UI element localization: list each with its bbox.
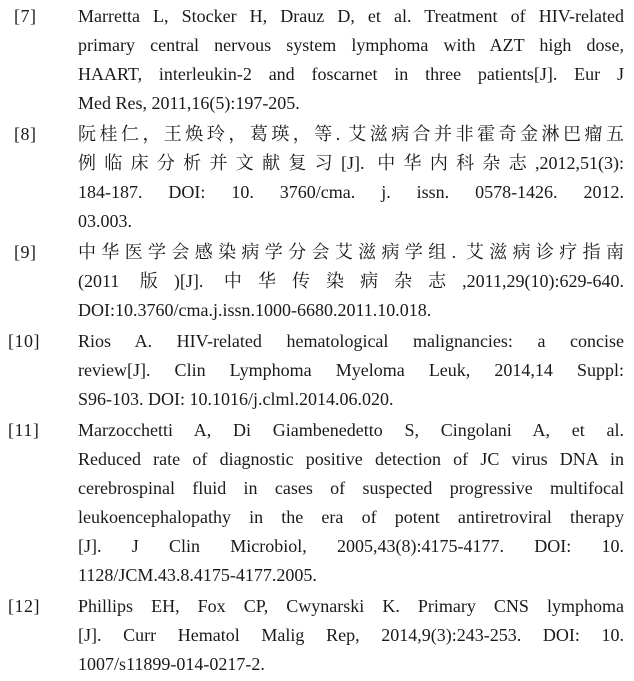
reference-line: Rios A. HIV-related hematological malignancies: a concise — [78, 331, 624, 351]
reference-number: [10] — [8, 331, 40, 351]
reference-number: [11] — [8, 420, 40, 440]
reference-line: Phillips EH, Fox CP, Cwynarski K. Primary CNS lymphoma — [78, 596, 624, 616]
reference-line: Marretta L, Stocker H, Drauz D, et al. Treatment of HIV-related — [78, 6, 624, 26]
reference-text — [78, 327, 624, 414]
reference-number: [8] — [14, 124, 37, 144]
reference-line: 1007/s11899-014-0217-2. — [78, 654, 265, 674]
reference-item-12 — [0, 592, 634, 679]
reference-line: (2011 版)[J]. 中华传染病杂志,2011,29(10):629-640. — [78, 271, 624, 291]
reference-line: 阮桂仁，王焕玲，葛瑛，等. 艾滋病合并非霍奇金淋巴瘤五 — [78, 124, 624, 144]
reference-text — [78, 120, 624, 236]
reference-text — [78, 238, 624, 325]
reference-line: HAART, interleukin-2 and foscarnet in three patients[J]. Eur J — [78, 64, 624, 84]
reference-line: 03.003. — [78, 211, 132, 231]
reference-item-10 — [0, 327, 634, 414]
reference-line: review[J]. Clin Lymphoma Myeloma Leuk, 2014,14 Suppl: — [78, 360, 624, 380]
reference-line: [J]. J Clin Microbiol, 2005,43(8):4175-4177. DOI: 10. — [78, 536, 624, 556]
reference-line: leukoencephalopathy in the era of potent antiretroviral therapy — [78, 507, 624, 527]
reference-item-11 — [0, 416, 634, 590]
reference-item-7 — [0, 2, 634, 118]
reference-line: 1128/JCM.43.8.4175-4177.2005. — [78, 565, 317, 585]
reference-line: 中华医学会感染病学分会艾滋病学组. 艾滋病诊疗指南 — [78, 242, 624, 262]
reference-item-8 — [0, 120, 634, 236]
reference-number: [7] — [14, 6, 37, 26]
reference-line: S96-103. DOI: 10.1016/j.clml.2014.06.020. — [78, 389, 394, 409]
reference-line: [J]. Curr Hematol Malig Rep, 2014,9(3):243-253. DOI: 10. — [78, 625, 624, 645]
reference-number: [12] — [8, 596, 40, 616]
reference-list — [0, 2, 634, 681]
reference-line: 例临床分析并文献复习[J]. 中华内科杂志,2012,51(3): — [78, 153, 624, 173]
reference-line: cerebrospinal fluid in cases of suspected progressive multifocal — [78, 478, 624, 498]
reference-line: Med Res, 2011,16(5):197-205. — [78, 93, 300, 113]
reference-text — [78, 592, 624, 679]
reference-number: [9] — [14, 242, 37, 262]
reference-item-9 — [0, 238, 634, 325]
reference-text — [78, 416, 624, 590]
reference-text — [78, 2, 624, 118]
reference-line: 184-187. DOI: 10. 3760/cma. j. issn. 0578-1426. 2012. — [78, 182, 624, 202]
reference-line: primary central nervous system lymphoma with AZT high dose, — [78, 35, 624, 55]
reference-line: DOI:10.3760/cma.j.issn.1000-6680.2011.10.018. — [78, 300, 432, 320]
reference-line: Reduced rate of diagnostic positive detection of JC virus DNA in — [78, 449, 624, 469]
reference-line: Marzocchetti A, Di Giambenedetto S, Cingolani A, et al. — [78, 420, 624, 440]
